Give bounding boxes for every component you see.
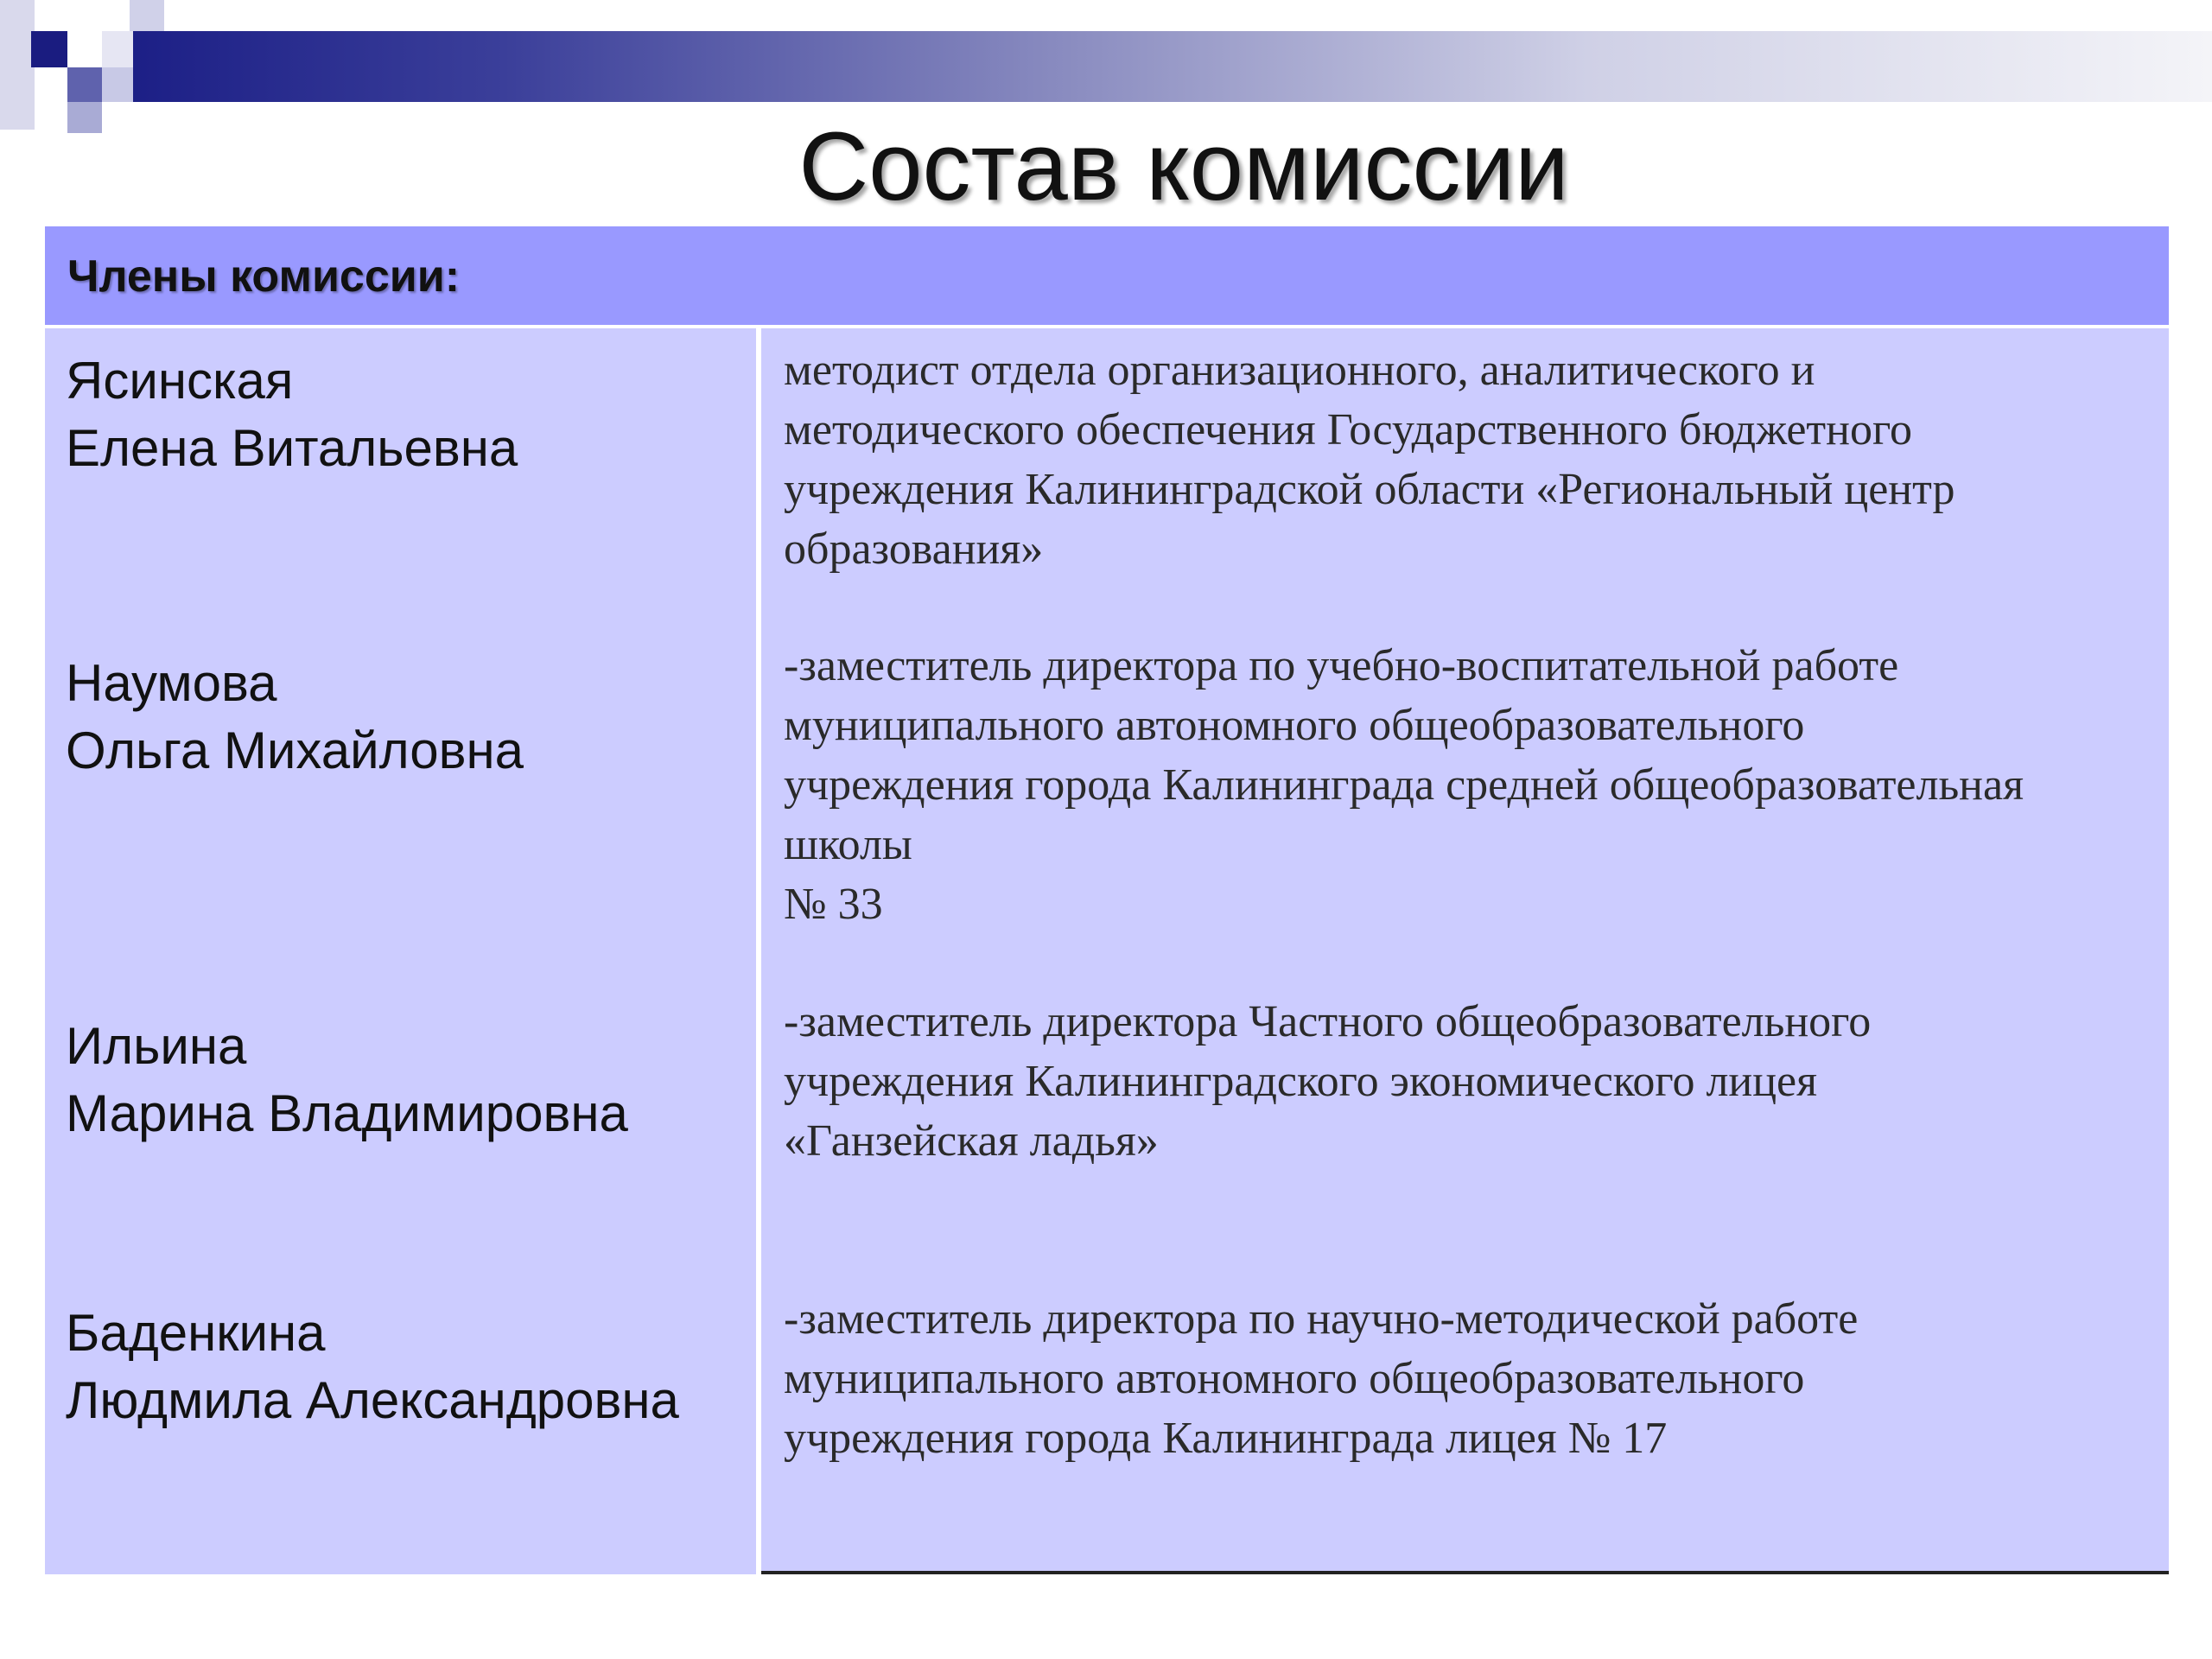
- member-description: методист отдела организационного, аналитического и методического обеспечения Государственного бюджетного учреждения Калининградской области «Региональный центр образования»: [784, 346, 1955, 574]
- member-name: [66, 347, 748, 482]
- table-header-text: Члены комиссии:: [67, 251, 461, 302]
- decor-square: [31, 31, 67, 67]
- member-name: [66, 1300, 748, 1434]
- decor-square: [67, 67, 102, 102]
- member-surname: Ясинская: [66, 352, 294, 410]
- member-given-names: Людмила Александровна: [66, 1371, 679, 1429]
- slide-title: Состав комиссии: [798, 112, 1569, 220]
- decor-square: [130, 0, 164, 31]
- decor-square: [102, 67, 133, 102]
- table-header-row: [45, 226, 2169, 328]
- member-given-names: Елена Витальевна: [66, 419, 518, 477]
- decor-square: [102, 31, 133, 67]
- member-given-names: Ольга Михайловна: [66, 721, 524, 779]
- member-description: -заместитель директора по научно-методической работе муниципального автономного общеобразовательного учреждения города Калининграда лицея № 17: [784, 1294, 1859, 1463]
- member-surname: Баденкина: [66, 1304, 326, 1362]
- member-name: [66, 1013, 748, 1147]
- members-table: [45, 226, 2169, 1574]
- member-name: [66, 650, 748, 785]
- descriptions-column: [761, 328, 2169, 1574]
- member-description: -заместитель директора по учебно-воспитательной работе муниципального автономного общеобразовательного учреждения города Калининграда средней общеобразовательная школы № 33: [784, 641, 2024, 929]
- title-gradient-band: [130, 31, 2212, 102]
- member-description: -заместитель директора Частного общеобразовательного учреждения Калининградского экономического лицея «Ганзейская ладья»: [784, 997, 1872, 1166]
- member-surname: Наумова: [66, 654, 277, 712]
- member-given-names: Марина Владимировна: [66, 1084, 628, 1142]
- member-surname: Ильина: [66, 1017, 247, 1075]
- names-column: [45, 328, 756, 1574]
